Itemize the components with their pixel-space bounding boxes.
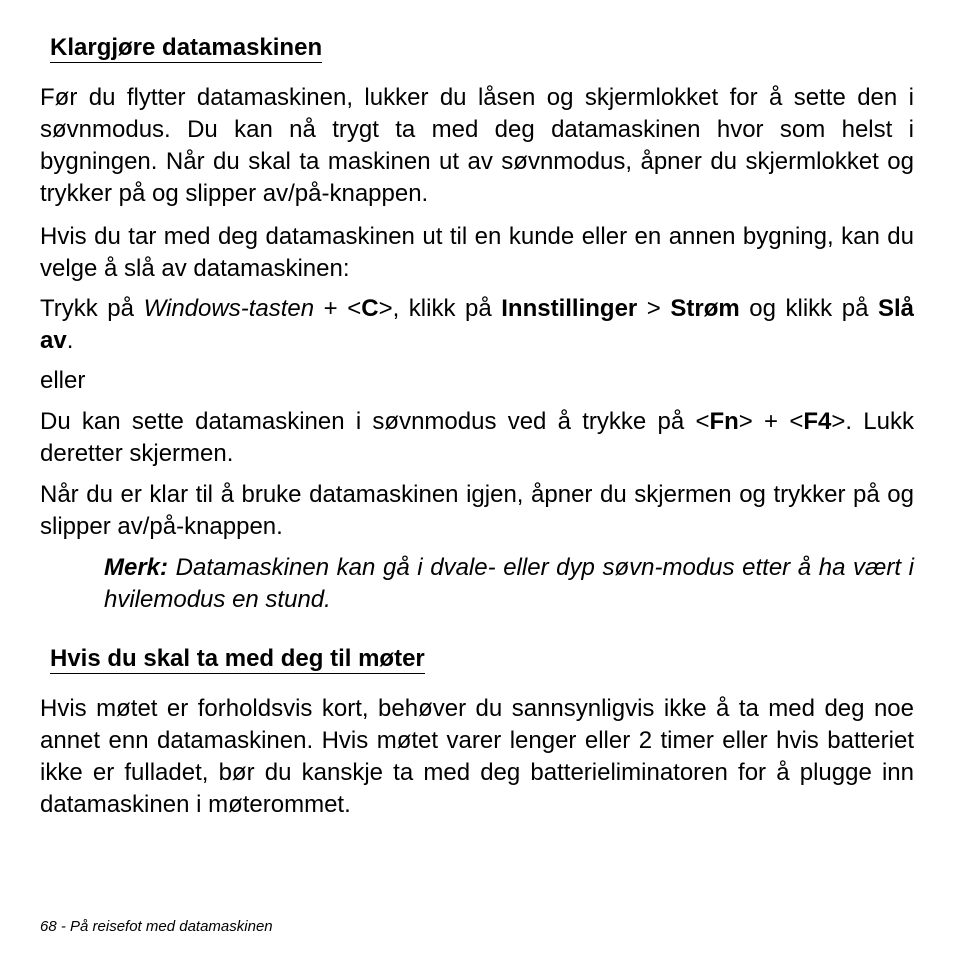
note-block [104, 552, 914, 616]
windows-key-text: Windows-tasten [143, 295, 315, 322]
settings-text: Innstillinger [501, 295, 638, 322]
note-label: Merk: [104, 554, 169, 581]
paragraph-resume: Når du er klar til å bruke datamaskinen igjen, åpner du skjermen og trykker på og slipper av/på-knappen. [40, 481, 914, 540]
key-c-text: C [361, 295, 379, 322]
power-text: Strøm [670, 295, 740, 322]
section-heading-meetings-text: Hvis du skal ta med deg til møter [50, 645, 425, 672]
section-heading-prepare-text: Klargjøre datamaskinen [50, 34, 323, 61]
paragraph-prepare-intro: Før du flytter datamaskinen, lukker du låsen og skjermlokket for å sette den i søvnmodus. Du kan nå trygt ta med deg datamaskinen hvor som helst i bygningen. Når du skal ta maskinen ut av søvnmodus, åpner du skjermlokket og trykker på og slipper av/på-knappen. [40, 84, 914, 207]
paragraph-shutdown-option: Hvis du tar med deg datamaskinen ut til en kunde eller en annen bygning, kan du velge å slå av datamaskinen: [40, 223, 914, 282]
section-heading-meetings [50, 645, 425, 673]
note-text: Datamaskinen kan gå i dvale- eller dyp søvn-modus etter å ha vært i hvilemodus en stund. [104, 554, 914, 613]
paragraph-sleep-keys: Du kan sette datamaskinen i søvnmodus ved å trykke på <Fn> + <F4>. Lukk deretter skjermen. [40, 408, 914, 467]
shutdown-text: Slå av [40, 295, 914, 354]
key-f4-text: F4 [803, 408, 832, 435]
paragraph-shutdown-steps: Trykk på Windows-tasten + <C>, klikk på Innstillinger > Strøm og klikk på Slå av. [40, 295, 914, 354]
section-heading-prepare [50, 34, 322, 62]
paragraph-or: eller [40, 367, 86, 394]
page-footer: 68 - På reisefot med datamaskinen [40, 918, 273, 935]
key-fn-text: Fn [709, 408, 739, 435]
paragraph-meetings: Hvis møtet er forholdsvis kort, behøver du sannsynligvis ikke å ta med deg noe annet enn datamaskinen. Hvis møtet varer lenger eller 2 timer eller hvis batteriet ikke er fulladet, bør du kanskje ta med deg batterieliminatoren for å plugge inn datamaskinen i møterommet. [40, 695, 914, 818]
